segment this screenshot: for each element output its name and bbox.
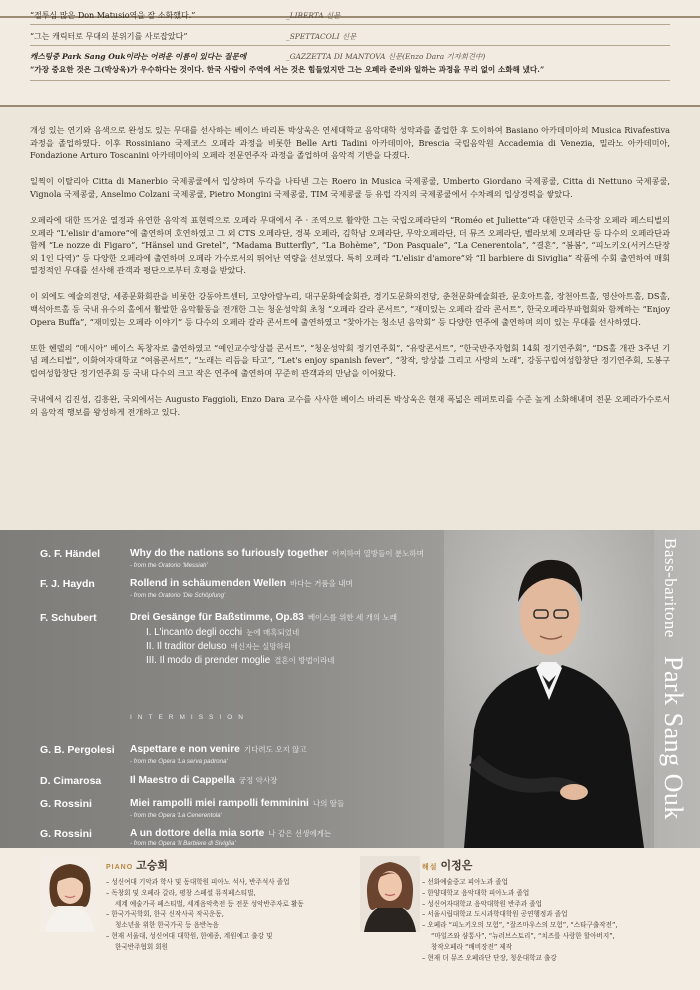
composer-name: D. Cimarosa [40, 775, 102, 787]
composer-name: G. F. Händel [40, 548, 101, 560]
bio-paragraph: 국내에서 김진성, 김흥완, 국외에서는 Augusto Faggioli, Enzo Dara 교수를 사사한 베이스 바리톤 박상욱은 현재 폭넓은 레퍼토리를 수준 높게 소화해내며 전문 오페라가수로서의 음악적 행보를 왕성하게 전개하고 있다. [30, 394, 670, 417]
movement [146, 627, 299, 638]
vertical-title-large: Park Sang Ouk [659, 655, 688, 820]
movement-korean-title: 배신자는 실망하리 [230, 642, 291, 651]
pianist-career [106, 877, 366, 953]
pianist-photo [40, 856, 100, 932]
quote-text: “절투심 많은 Don Matusio역을 잘 소화했다.” [30, 11, 196, 20]
list-item: 세계 예술가곡 페스티벌, 세계음악축전 등 전문 성악반주자로 활동 [115, 899, 304, 908]
quote-2 [30, 31, 357, 42]
commentator-name: 이정은 [440, 859, 473, 872]
pianist-role: PIANO [106, 864, 134, 871]
piece-korean-title: 바다는 거품을 내며 [290, 579, 353, 588]
piece-title [130, 828, 331, 839]
bio-paragraph: 또한 헨델의 “메시아” 베이스 독창자로 출연하였고 “예인교수앙상블 콘서트”, “청운성악회 정기연주회”, “유랑콘서트”, “한국반주자협회 14회 정기연주회”, “DS홀 개관 3주년 기념 페스티벌”, 이화여자대학교 “여름콘서트”, “노래는 리듬을 타고”, “Let's enjoy spanish fever”, “창작, 앙상블 그리고 사랑의 노래”, 강동구립여성합창단 정기연주회, 도봉구립여성합창단 정기연주회 등 국내 다수의 크고 작은 연주에 출연하며 꾸준히 관객과의 만남을 이어왔다. [30, 342, 670, 378]
piece-title [130, 612, 397, 623]
movement-title: I. L'incanto degli occhi [146, 627, 243, 638]
list-item: – 선화예술중고 피아노과 졸업 [422, 878, 509, 886]
piece-title-text: Aspettare e non venire [130, 744, 240, 755]
piece-source: - from the Oratorio 'Messiah' [130, 562, 208, 569]
list-item: – 독창회 및 오페라 갈라, 평창 스페셜 뮤직페스티벌, [106, 888, 256, 897]
composer-name: F. J. Haydn [40, 578, 95, 590]
piece-korean-title: 기다려도 오지 않고 [243, 745, 307, 754]
list-item: 창작오페라 “배비장전” 제작 [431, 942, 513, 951]
commentator-photo [360, 856, 420, 932]
biography [30, 124, 670, 432]
list-item: – 성신여자대학교 음악대학원 반주과 졸업 [422, 899, 542, 908]
piece-title-text: Drei Gesänge für Baßstimme, Op.83 [130, 612, 304, 623]
piece-source: - from the Opera 'Il Barbiere di Siviglia' [130, 840, 236, 847]
list-item: – 오페라 “피노키오의 모험”, “잘즈마우스의 모험”, “스타구출작전”, [422, 921, 618, 930]
intermission-label: INTERMISSION [130, 714, 249, 721]
list-item: “마일즈와 샴통사”, “뉴러브스토리”, “치즈를 사랑한 할아버지”, [431, 931, 615, 940]
piece-source: - from the Oratorio 'Die Schöpfung' [130, 592, 226, 599]
piece-title-text: Why do the nations so furiously together [130, 548, 329, 559]
piece-title [130, 578, 353, 589]
divider [30, 24, 670, 25]
composer-name: G. B. Pergolesi [40, 744, 115, 756]
singer-photo [444, 530, 654, 848]
movement-korean-title: 눈에 매혹되었네 [246, 628, 300, 637]
piece-source: - from the Opera 'La serva padrona' [130, 758, 228, 765]
bio-paragraph: 개성 있는 연기와 음색으로 완성도 있는 무대를 선사하는 베이스 바리톤 박상욱은 연세대학교 음악대학 성악과를 졸업한 후 도이하여 Basiano 아카데미아의 Musica Rivafestiva 과정을 졸업하였다. 이후 Rossiniano 국제코스 오페라 과정을 비롯한 Belle Arti Tadini 아카데미아, Brescia 국립음악원 Accademia di Venezia, 밀라노 아카데미아, Fondazione Arturo Toscanini 아카데미아의 오페라 전문연주자 과정을 졸업하며 음악적 기반을 다졌다. [30, 125, 670, 161]
list-item: – 현재 서울대, 성신여대 대학원, 한예종, 계원예고 출강 및 [106, 931, 273, 940]
quote-1 [30, 10, 341, 21]
piece-source: - from the Opera 'La Cenerentola' [130, 812, 222, 819]
piece-title [130, 798, 344, 809]
commentator-role: 해설 [422, 864, 438, 871]
piece-title-text: Il Maestro di Cappella [130, 775, 235, 786]
movement-korean-title: 결혼이 방법이라네 [274, 656, 335, 665]
divider [30, 80, 670, 81]
quote-4 [30, 64, 544, 75]
piece-title-text: Miei rampolli miei rampolli femminini [130, 798, 309, 809]
list-item: 한국반주협회 회원 [115, 942, 169, 951]
pianist-name: 고승희 [136, 859, 169, 872]
bio-paragraph: 오페라에 대한 뜨거운 열정과 유연한 음악적 표현력으로 오페라 무대에서 주 · 조역으로 활약한 그는 국립오페라단의 “Roméo et Juliette”과 대한민국 소극장 오페라 페스티벌의 오페라 “L'elisir d'amore”에 출연하며 호연하였고 그 외 CTS 오페라단, 경북 오페라, 김학남 오페라단, 무악오페라단, 더 뮤즈 오페라단, 벨라보체 오페라단 등 다수의 오페라단과 함께 “Le nozze di Figaro”, “Hänsel und Gretel”, “Madama Butterfly”, “La Bohème”, “Don Pasquale”, “La Cenerentola”, “결혼”, “봄봄”, “피노키오(서커스단장 외 1인 다역)” 등 다양한 오페라에 출연하며 오페라 가수로서의 뛰어난 역량을 선보였다. 특히 오페라 “L'elisir d'amore”와 “Il barbiere di Siviglia” 작품에 수회 출연하여 매회 열정적인 무대를 선사해 관객과 평단으로부터 호평을 받았다. [30, 214, 670, 276]
commentator-career [422, 877, 692, 963]
pianist-info [106, 854, 366, 953]
commentator-info [422, 854, 692, 963]
piece-korean-title: 베이스를 위한 세 개의 노래 [307, 613, 398, 622]
composer-name: F. Schubert [40, 612, 97, 624]
piece-title [130, 548, 424, 559]
quote-source: _GAZZETTA DI MANTOVA 신문(Enzo Dara 기자회견中) [286, 52, 486, 61]
list-item: – 현재 더 뮤즈 오페라단 단장, 청운대학교 출강 [422, 953, 557, 962]
divider [30, 45, 670, 46]
list-item: – 한양대학교 음악대학 피아노과 졸업 [422, 888, 530, 897]
composer-name: G. Rossini [40, 828, 92, 840]
list-item: 청소년을 위한 한국가곡 등 음반녹음 [115, 921, 219, 930]
list-item: – 성신여대 기악과 학사 및 동대학원 피아노 석사, 반주석사 졸업 [106, 878, 290, 886]
piece-title-text: A un dottore della mia sorte [130, 828, 265, 839]
list-item: – 서울시립대학교 도시과학대학원 공연행정과 졸업 [422, 910, 568, 919]
piece-title [130, 744, 307, 755]
piece-title [130, 775, 277, 786]
vertical-title-text [658, 538, 688, 820]
vertical-title [658, 538, 692, 838]
quote-source: _SPETTACOLI 신문 [286, 32, 357, 41]
quote-text: “그는 캐릭터로 무대의 분위기를 사로잡았다” [30, 32, 188, 41]
quote-source: _LIBERTA 신문 [286, 11, 341, 20]
movement [146, 641, 291, 652]
piece-korean-title: 어찌하여 열방들이 분노하며 [332, 549, 424, 558]
piece-korean-title: 궁정 악사장 [238, 776, 278, 785]
quote-text: “가장 중요한 것은 그(박상욱)가 우수하다는 것이다. 한국 사람이 주역에 서는 것은 힘들었지만 그는 오페라 준비와 일하는 과정을 무리 없이 소화해 냈다.” [30, 65, 545, 74]
press-quotes [0, 0, 700, 107]
bio-paragraph: 이 외에도 예술의전당, 세종문화회관을 비롯한 강동아트센터, 고양아람누리, 대구문화예술회관, 경기도문화의전당, 춘천문화예술회관, 문호아트홀, 장천아트홀, 영산아트홀, DS홀, 백석아트홀 등 국내 유수의 홀에서 활발한 음악활동을 전개한 그는 청운성악회 초청 “오페라 갈라 콘서트”, “재미있는 오페라 갈라 콘서트”, 한국오페라부파협회와 함께하는 “Enjoy Opera Buffa”, “재미있는 오페라 이야기” 등 다수의 오페라 갈라 콘서트에 출연하였고 “찾아가는 청소년 음악회” 등 다양한 연주에 출연하며 의미 있는 무대를 선사하였다. [30, 291, 670, 327]
quote-3 [30, 51, 486, 62]
movement [146, 655, 335, 666]
list-item: – 한국가곡학회, 한국 신작사곡 작곡운동, [106, 910, 224, 919]
quote-text: 캐스팅중 Park Sang Ouk이라는 어려운 이름이 있다는 질문에 [30, 52, 247, 61]
piece-korean-title: 나의 딸들 [312, 799, 345, 808]
movement-title: III. Il modo di prender moglie [146, 655, 271, 666]
movement-title: II. Il traditor deluso [146, 641, 227, 652]
piece-korean-title: 나 같은 선생에게는 [268, 829, 332, 838]
performers-section [0, 848, 700, 990]
piece-title-text: Rollend in schäumenden Wellen [130, 578, 287, 589]
bio-paragraph: 일찍이 이탈리아 Citta di Manerbio 국제콩쿨에서 입상하며 두각을 나타낸 그는 Roero in Musica 국제콩쿨, Umberto Giordano 국제콩쿨, Citta di Nettuno 국제콩쿨, Vignola 국제콩쿨, Anselmo Colzani 국제콩쿨, Pietro Mongini 국제콩쿨, TIM 국제콩쿨 등 유럽 각지의 국제콩쿨에서 수차례의 입상경력을 쌓았다. [30, 176, 670, 199]
vertical-title-small: Bass-baritone [661, 538, 680, 638]
composer-name: G. Rossini [40, 798, 92, 810]
